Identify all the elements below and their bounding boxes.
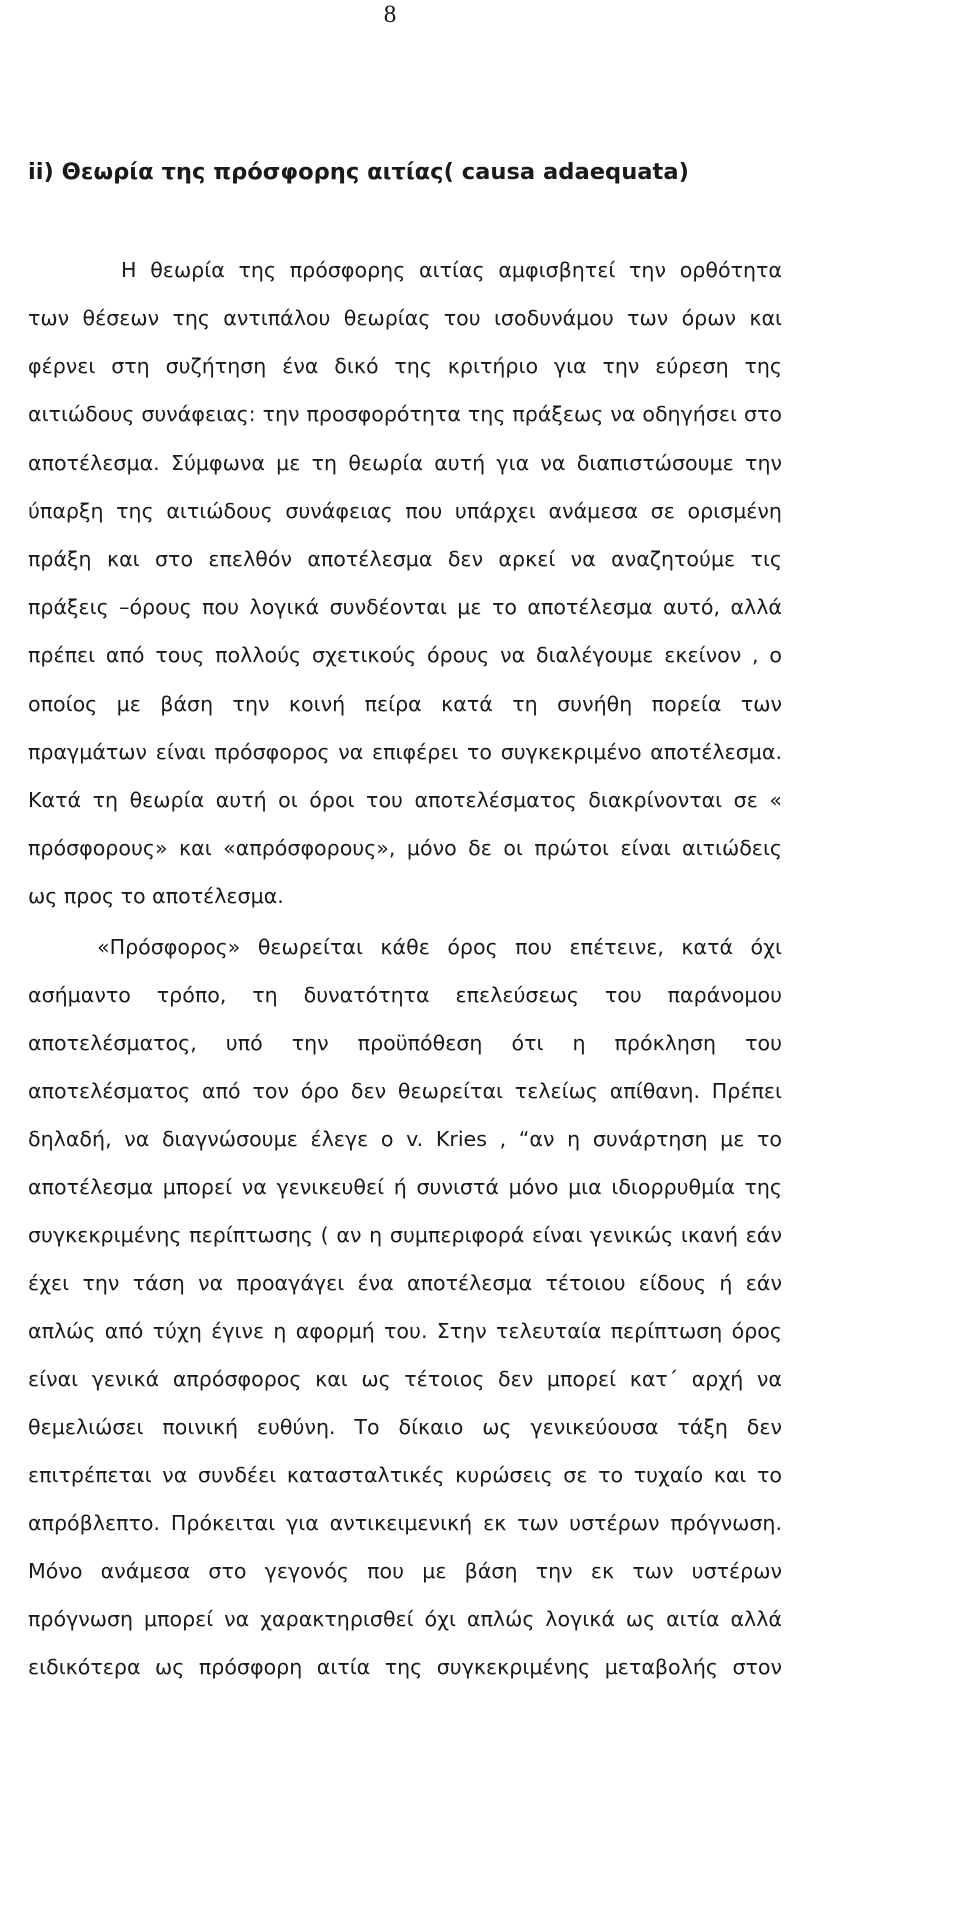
- text-line: πράξεις –όρους που λογικά συνδέονται με το αποτέλεσμα αυτό, αλλά: [28, 595, 782, 619]
- text-line: ασήμαντο τρόπο, τη δυνατότητα επελεύσεως του παράνομου: [28, 983, 782, 1007]
- text-line: πρέπει από τους πολλούς σχετικούς όρους να διαλέγουμε εκείνον , ο: [28, 643, 782, 667]
- text-line: δηλαδή, να διαγνώσουμε έλεγε ο v. Kries , “αν η συνάρτηση με το: [28, 1127, 782, 1151]
- text-line: Κατά τη θεωρία αυτή οι όροι του αποτελέσματος διακρίνονται σε «: [28, 788, 782, 812]
- text-line: είναι γενικά απρόσφορος και ως τέτοιος δεν μπορεί κατ΄ αρχή να: [28, 1367, 782, 1391]
- text-line: απλώς από τύχη έγινε η αφορμή του. Στην τελευταία περίπτωση όρος: [28, 1319, 782, 1343]
- text-line: συγκεκριμένης περίπτωσης ( αν η συμπεριφορά είναι γενικώς ικανή εάν: [28, 1223, 782, 1247]
- text-line: ύπαρξη της αιτιώδους συνάφειας που υπάρχει ανάμεσα σε ορισμένη: [28, 499, 782, 523]
- text-line: Η θεωρία της πρόσφορης αιτίας αμφισβητεί την ορθότητα: [121, 258, 782, 282]
- text-line: Μόνο ανάμεσα στο γεγονός που με βάση την εκ των υστέρων: [28, 1559, 782, 1583]
- text-line: των θέσεων της αντιπάλου θεωρίας του ισοδυνάμου των όρων και: [28, 306, 782, 330]
- text-line: αποτελέσματος από τον όρο δεν θεωρείται τελείως απίθανη. Πρέπει: [28, 1079, 782, 1103]
- text-line: έχει την τάση να προαγάγει ένα αποτέλεσμα τέτοιου είδους ή εάν: [28, 1271, 782, 1295]
- text-line: ως προς το αποτέλεσμα.: [28, 884, 284, 908]
- text-line: πραγμάτων είναι πρόσφορος να επιφέρει το συγκεκριμένο αποτέλεσμα.: [28, 740, 782, 764]
- text-line: αποτέλεσμα μπορεί να γενικευθεί ή συνιστά μόνο μια ιδιορρυθμία της: [28, 1175, 782, 1199]
- text-line: πρόγνωση μπορεί να χαρακτηρισθεί όχι απλώς λογικά ως αιτία αλλά: [28, 1607, 782, 1631]
- text-line: αιτιώδους συνάφειας: την προσφορότητα της πράξεως να οδηγήσει στο: [28, 402, 782, 426]
- text-line: απρόβλεπτο. Πρόκειται για αντικειμενική εκ των υστέρων πρόγνωση.: [28, 1511, 782, 1535]
- text-line: αποτελέσματος, υπό την προϋπόθεση ότι η πρόκληση του: [28, 1031, 782, 1055]
- text-line: «Πρόσφορος» θεωρείται κάθε όρος που επέτεινε, κατά όχι: [97, 935, 782, 959]
- page-number: 8: [383, 1, 397, 28]
- text-line: ειδικότερα ως πρόσφορη αιτία της συγκεκριμένης μεταβολής στον: [28, 1655, 782, 1679]
- text-line: οποίος με βάση την κοινή πείρα κατά τη συνήθη πορεία των: [28, 692, 782, 716]
- text-line: πρόσφορους» και «απρόσφορους», μόνο δε οι πρώτοι είναι αιτιώδεις: [28, 836, 782, 860]
- section-heading: ii) Θεωρία της πρόσφορης αιτίας( causa adaequata): [28, 159, 689, 185]
- text-line: πράξη και στο επελθόν αποτέλεσμα δεν αρκεί να αναζητούμε τις: [28, 547, 782, 571]
- text-line: αποτέλεσμα. Σύμφωνα με τη θεωρία αυτή για να διαπιστώσουμε την: [28, 451, 782, 475]
- text-line: επιτρέπεται να συνδέει κατασταλτικές κυρώσεις σε το τυχαίο και το: [28, 1463, 782, 1487]
- text-line: θεμελιώσει ποινική ευθύνη. Το δίκαιο ως γενικεύουσα τάξη δεν: [28, 1415, 782, 1439]
- text-line: φέρνει στη συζήτηση ένα δικό της κριτήριο για την εύρεση της: [28, 354, 782, 378]
